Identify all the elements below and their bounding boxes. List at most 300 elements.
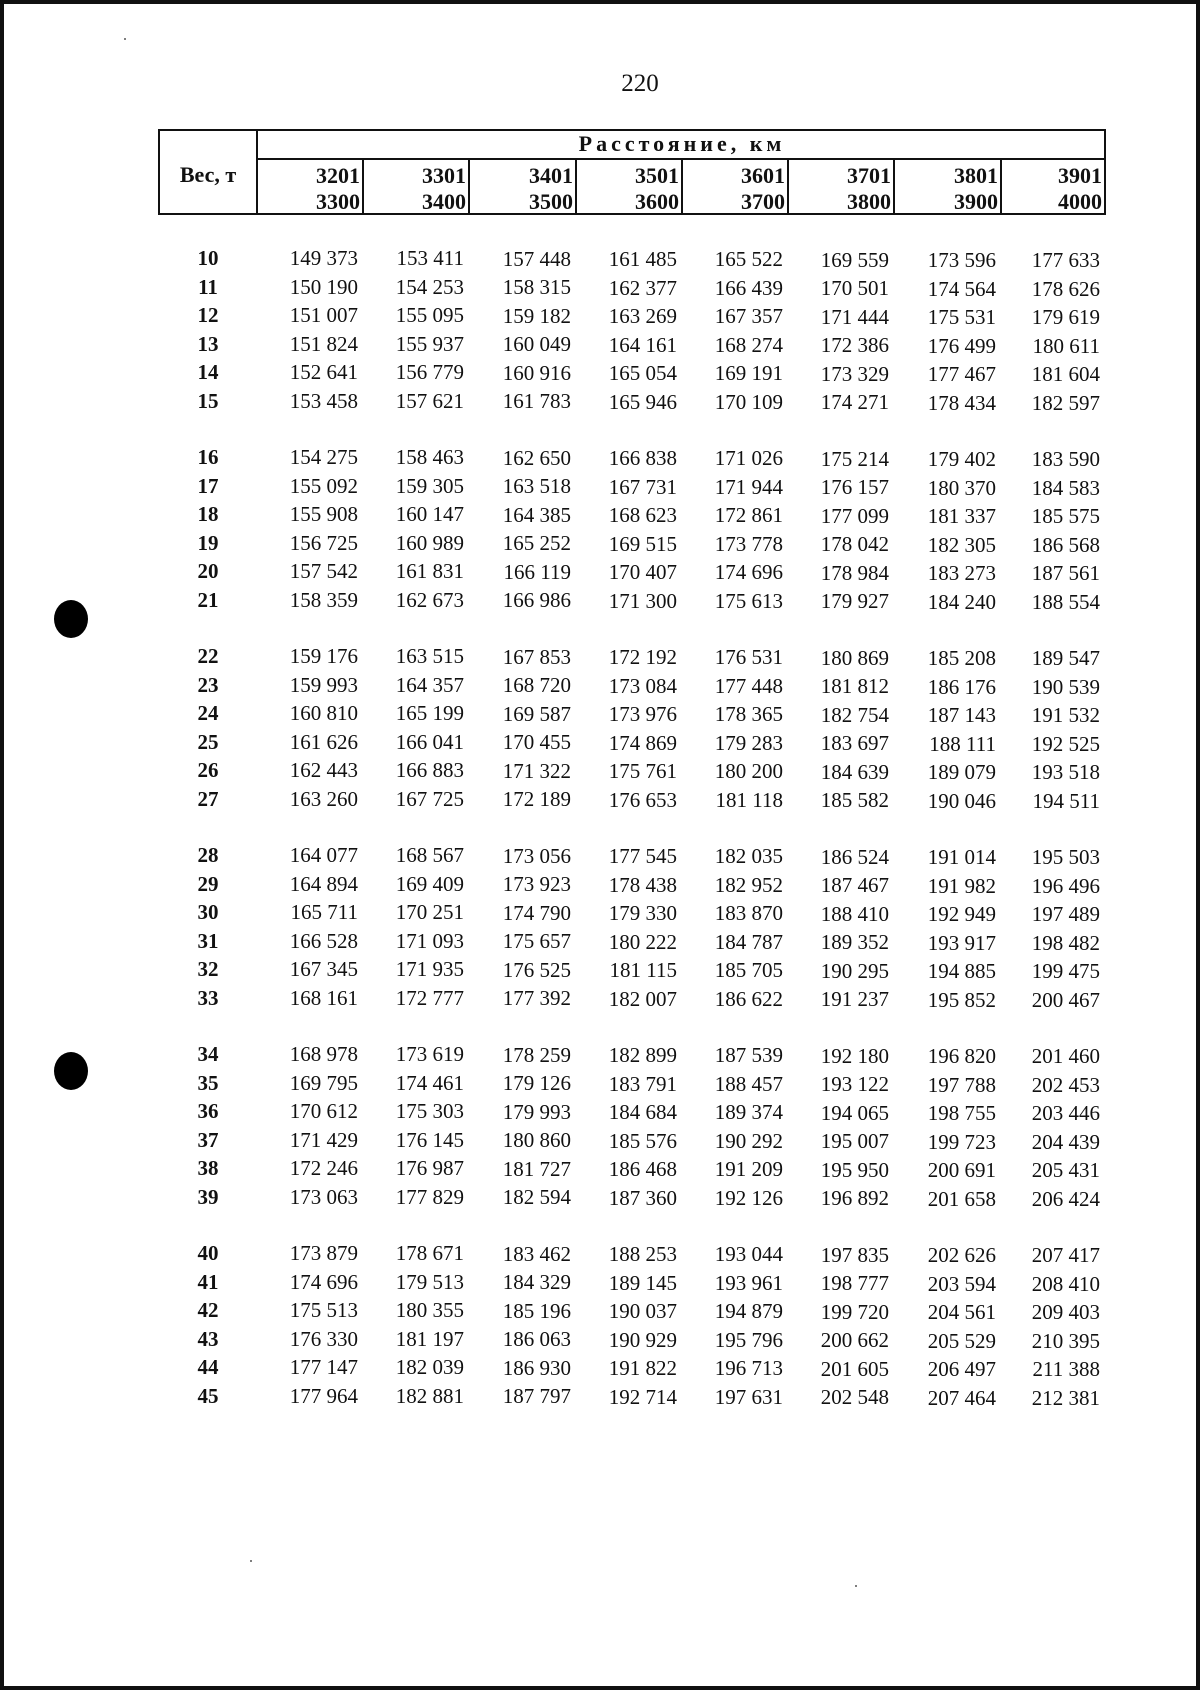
tariff-cell: 174 696 [714, 560, 783, 585]
tariff-cell: 158 463 [395, 445, 464, 470]
weight-value: 20 [197, 559, 219, 583]
tariff-cell: 159 182 [502, 303, 571, 328]
distance-header: Расстояние, км [578, 131, 786, 156]
tariff-cell: 192 180 [820, 1043, 889, 1068]
tariff-cell: 170 612 [289, 1099, 358, 1123]
tariff-cell: 171 429 [289, 1127, 358, 1152]
tariff-cell: 169 191 [714, 361, 783, 386]
tariff-cell: 177 633 [1031, 248, 1100, 273]
tariff-cell: 172 192 [608, 645, 677, 670]
tariff-cell: 173 329 [820, 361, 889, 386]
tariff-cell: 193 122 [820, 1072, 889, 1097]
tariff-cell: 185 582 [820, 788, 889, 813]
tariff-cell: 196 496 [1031, 873, 1100, 898]
distance-range-start: 3201 [316, 163, 360, 188]
tariff-cell: 195 503 [1031, 845, 1100, 870]
scan-speck [124, 38, 126, 40]
tariff-cell: 198 482 [1031, 930, 1100, 955]
distance-range-end: 3800 [847, 189, 891, 214]
tariff-cell: 169 559 [820, 247, 889, 272]
tariff-cell: 203 446 [1031, 1101, 1100, 1126]
tariff-cell: 208 410 [1031, 1271, 1100, 1296]
tariff-cell: 183 273 [927, 561, 996, 586]
weight-value: 11 [198, 274, 218, 299]
tariff-cell: 163 515 [395, 644, 464, 669]
tariff-cell: 169 587 [502, 701, 571, 726]
tariff-cell: 161 485 [608, 247, 677, 272]
tariff-cell: 179 993 [502, 1099, 571, 1124]
tariff-cell: 200 691 [927, 1158, 996, 1183]
tariff-cell: 172 189 [502, 787, 571, 812]
tariff-cell: 173 084 [608, 673, 677, 698]
tariff-cell: 168 161 [289, 985, 358, 1010]
tariff-cell: 182 039 [395, 1355, 464, 1380]
tariff-cell: 178 365 [714, 702, 783, 727]
tariff-cell: 160 147 [395, 502, 464, 527]
tariff-cell: 177 829 [395, 1184, 464, 1209]
tariff-cell: 192 126 [714, 1185, 783, 1210]
tariff-cell: 178 042 [820, 532, 889, 557]
tariff-cell: 190 292 [714, 1128, 783, 1153]
tariff-cell: 184 583 [1031, 475, 1100, 500]
tariff-cell: 182 754 [820, 702, 889, 727]
tariff-cell: 187 561 [1031, 561, 1100, 586]
distance-range-end: 3700 [741, 189, 785, 214]
scan-border-left [0, 0, 4, 1690]
tariff-cell: 180 200 [714, 759, 783, 784]
tariff-cell: 154 275 [289, 445, 358, 469]
tariff-cell: 192 714 [608, 1384, 677, 1409]
tariff-cell: 193 961 [714, 1270, 783, 1295]
weight-value: 32 [197, 957, 219, 981]
column-range-rule [787, 160, 789, 213]
distance-range-start: 3401 [529, 163, 573, 188]
tariff-cell: 191 014 [927, 845, 996, 870]
tariff-cell: 194 879 [714, 1299, 783, 1324]
weight-value: 13 [197, 331, 219, 356]
tariff-cell: 162 443 [289, 758, 358, 782]
tariff-cell: 155 937 [395, 331, 464, 356]
tariff-cell: 156 725 [289, 530, 358, 555]
tariff-cell: 168 978 [289, 1042, 358, 1066]
tariff-cell: 155 908 [289, 502, 358, 526]
tariff-cell: 196 820 [927, 1044, 996, 1069]
tariff-cell: 183 697 [820, 731, 889, 756]
tariff-cell: 206 424 [1031, 1186, 1100, 1211]
tariff-cell: 201 605 [820, 1356, 889, 1381]
weight-value: 26 [197, 758, 219, 782]
tariff-cell: 191 237 [820, 987, 889, 1012]
tariff-cell: 185 196 [502, 1298, 571, 1323]
distance-range-start: 3801 [954, 163, 998, 188]
tariff-cell: 189 079 [927, 760, 996, 785]
tariff-cell: 210 395 [1031, 1328, 1100, 1353]
distance-range-start: 3501 [635, 163, 679, 188]
tariff-cell: 191 209 [714, 1157, 783, 1182]
tariff-cell: 181 118 [715, 787, 783, 812]
tariff-cell: 177 392 [502, 986, 571, 1011]
tariff-cell: 202 548 [820, 1385, 889, 1410]
tariff-cell: 205 431 [1031, 1158, 1100, 1183]
tariff-cell: 164 385 [502, 502, 571, 527]
tariff-cell: 166 986 [502, 588, 571, 613]
tariff-cell: 179 619 [1031, 305, 1100, 330]
tariff-cell: 175 513 [289, 1298, 358, 1322]
tariff-cell: 157 621 [395, 388, 464, 413]
scan-border-top [0, 0, 1200, 4]
tariff-cell: 187 360 [608, 1185, 677, 1210]
tariff-cell: 179 330 [608, 901, 677, 926]
tariff-cell: 178 259 [502, 1042, 571, 1067]
tariff-cell: 195 852 [927, 987, 996, 1012]
tariff-cell: 175 214 [820, 446, 889, 471]
tariff-cell: 186 622 [714, 986, 783, 1011]
distance-range-end: 3600 [635, 189, 679, 214]
tariff-cell: 161 831 [395, 559, 464, 584]
tariff-cell: 176 330 [289, 1326, 358, 1351]
tariff-cell: 195 950 [820, 1157, 889, 1182]
tariff-cell: 158 359 [289, 587, 358, 612]
tariff-cell: 192 525 [1031, 731, 1100, 756]
tariff-cell: 183 590 [1031, 447, 1100, 472]
tariff-cell: 189 145 [608, 1270, 677, 1295]
tariff-cell: 190 295 [820, 958, 889, 983]
tariff-cell: 181 727 [502, 1156, 571, 1181]
tariff-cell: 155 092 [289, 473, 358, 498]
tariff-cell: 161 783 [502, 389, 571, 414]
tariff-cell: 176 157 [820, 475, 889, 500]
tariff-cell: 169 795 [289, 1070, 358, 1095]
weight-value: 35 [197, 1070, 219, 1095]
tariff-cell: 162 650 [502, 445, 571, 470]
tariff-cell: 184 787 [714, 929, 783, 954]
tariff-cell: 197 489 [1031, 902, 1100, 927]
tariff-cell: 197 835 [820, 1242, 889, 1267]
weight-value: 18 [197, 502, 219, 526]
tariff-cell: 176 987 [395, 1156, 464, 1181]
tariff-cell: 180 222 [608, 929, 677, 954]
weight-value: 19 [197, 530, 219, 555]
tariff-cell: 175 761 [608, 759, 677, 784]
weight-value: 24 [197, 701, 219, 725]
tariff-cell: 179 126 [502, 1071, 571, 1096]
tariff-cell: 170 455 [502, 730, 571, 755]
tariff-cell: 159 176 [289, 644, 358, 668]
tariff-cell: 182 007 [608, 986, 677, 1011]
tariff-cell: 183 870 [714, 901, 783, 926]
tariff-cell: 182 597 [1031, 390, 1100, 415]
tariff-cell: 165 054 [608, 361, 677, 386]
tariff-cell: 163 269 [608, 304, 677, 329]
tariff-cell: 166 439 [714, 275, 783, 300]
distance-range-start: 3701 [847, 163, 891, 188]
tariff-cell: 178 626 [1031, 276, 1100, 301]
tariff-cell: 161 626 [289, 729, 358, 754]
tariff-cell: 177 964 [289, 1383, 358, 1408]
tariff-cell: 182 035 [714, 844, 783, 869]
tariff-cell: 193 917 [927, 930, 996, 955]
tariff-cell: 180 611 [1032, 333, 1100, 358]
tariff-cell: 193 044 [714, 1242, 783, 1267]
tariff-cell: 150 190 [289, 274, 358, 299]
tariff-cell: 170 251 [395, 900, 464, 925]
tariff-cell: 168 720 [502, 673, 571, 698]
tariff-cell: 174 461 [395, 1070, 464, 1095]
tariff-cell: 165 199 [395, 701, 464, 726]
weight-value: 39 [197, 1184, 219, 1209]
tariff-cell: 166 119 [503, 559, 571, 584]
tariff-cell: 170 407 [608, 560, 677, 585]
distance-range-end: 3500 [529, 189, 573, 214]
weight-value: 10 [197, 246, 219, 270]
tariff-cell: 181 197 [395, 1326, 464, 1351]
tariff-cell: 190 929 [608, 1327, 677, 1352]
tariff-cell: 174 271 [820, 390, 889, 415]
weight-value: 41 [197, 1269, 219, 1294]
tariff-cell: 176 525 [502, 957, 571, 982]
tariff-cell: 177 147 [289, 1355, 358, 1379]
tariff-cell: 207 417 [1031, 1243, 1100, 1268]
weight-value: 14 [197, 360, 219, 384]
tariff-cell: 158 315 [502, 275, 571, 300]
tariff-cell: 177 099 [820, 503, 889, 528]
tariff-cell: 183 462 [502, 1241, 571, 1266]
column-range-rule [362, 160, 364, 213]
tariff-cell: 201 460 [1031, 1044, 1100, 1069]
tariff-cell: 180 355 [395, 1298, 464, 1323]
tariff-cell: 174 869 [608, 730, 677, 755]
tariff-cell: 171 026 [714, 446, 783, 471]
tariff-cell: 175 613 [714, 588, 783, 613]
tariff-cell: 190 539 [1031, 674, 1100, 699]
tariff-cell: 155 095 [395, 303, 464, 328]
tariff-cell: 168 623 [608, 503, 677, 528]
weight-value: 34 [197, 1042, 219, 1066]
tariff-cell: 182 594 [502, 1185, 571, 1210]
tariff-cell: 178 984 [820, 560, 889, 585]
tariff-cell: 153 411 [396, 246, 464, 271]
tariff-cell: 151 007 [289, 303, 358, 327]
tariff-cell: 187 467 [820, 873, 889, 898]
tariff-cell: 171 444 [820, 304, 889, 329]
distance-range-end: 3900 [954, 189, 998, 214]
tariff-cell: 203 594 [927, 1271, 996, 1296]
tariff-cell: 159 305 [395, 473, 464, 498]
weight-value: 21 [197, 587, 219, 612]
tariff-cell: 188 253 [608, 1242, 677, 1267]
tariff-cell: 173 976 [608, 702, 677, 727]
tariff-cell: 168 274 [714, 332, 783, 357]
tariff-cell: 166 528 [289, 928, 358, 953]
distance-range-end: 3300 [316, 189, 360, 214]
tariff-cell: 164 357 [395, 672, 464, 697]
weight-value: 22 [197, 644, 219, 668]
tariff-cell: 180 869 [820, 645, 889, 670]
tariff-cell: 164 077 [289, 843, 358, 867]
tariff-cell: 164 894 [289, 871, 358, 896]
tariff-cell: 174 564 [927, 276, 996, 301]
tariff-cell: 205 529 [927, 1328, 996, 1353]
tariff-cell: 149 373 [289, 246, 358, 270]
tariff-cell: 171 935 [395, 957, 464, 982]
tariff-cell: 187 143 [927, 703, 996, 728]
weight-value: 15 [197, 388, 219, 413]
tariff-cell: 153 458 [289, 388, 358, 413]
weight-value: 27 [197, 786, 219, 811]
tariff-cell: 167 357 [714, 304, 783, 329]
weight-value: 42 [197, 1298, 219, 1322]
distance-range-start: 3301 [422, 163, 466, 188]
tariff-cell: 187 539 [714, 1043, 783, 1068]
weight-value: 33 [197, 985, 219, 1010]
tariff-cell: 197 631 [714, 1384, 783, 1409]
tariff-cell: 160 989 [395, 530, 464, 555]
tariff-cell: 170 109 [714, 389, 783, 414]
tariff-cell: 166 041 [395, 729, 464, 754]
tariff-cell: 171 300 [608, 588, 677, 613]
tariff-cell: 181 337 [927, 504, 996, 529]
weight-value: 31 [197, 928, 219, 953]
tariff-cell: 167 345 [289, 957, 358, 981]
scan-speck [250, 1560, 252, 1562]
tariff-cell: 196 713 [714, 1356, 783, 1381]
tariff-cell: 165 711 [290, 900, 358, 924]
tariff-cell: 173 056 [502, 843, 571, 868]
tariff-cell: 201 658 [927, 1186, 996, 1211]
tariff-cell: 167 853 [502, 644, 571, 669]
tariff-cell: 179 283 [714, 730, 783, 755]
tariff-cell: 200 467 [1031, 987, 1100, 1012]
tariff-cell: 179 927 [820, 589, 889, 614]
tariff-cell: 194 511 [1032, 788, 1100, 813]
tariff-cell: 152 641 [289, 360, 358, 384]
weight-value: 37 [197, 1127, 219, 1152]
tariff-cell: 182 952 [714, 872, 783, 897]
tariff-cell: 181 812 [820, 674, 889, 699]
tariff-cell: 198 755 [927, 1101, 996, 1126]
tariff-cell: 199 720 [820, 1299, 889, 1324]
tariff-cell: 184 240 [927, 589, 996, 614]
tariff-cell: 206 497 [927, 1357, 996, 1382]
tariff-cell: 159 993 [289, 672, 358, 697]
tariff-cell: 178 438 [608, 872, 677, 897]
weight-value: 30 [197, 900, 219, 924]
tariff-cell: 186 063 [502, 1327, 571, 1352]
tariff-cell: 202 453 [1031, 1072, 1100, 1097]
tariff-cell: 186 568 [1031, 532, 1100, 557]
weight-value: 25 [197, 729, 219, 754]
tariff-cell: 177 467 [927, 362, 996, 387]
tariff-cell: 207 464 [927, 1385, 996, 1410]
tariff-cell: 184 639 [820, 759, 889, 784]
tariff-cell: 170 501 [820, 276, 889, 301]
tariff-cell: 173 063 [289, 1184, 358, 1209]
tariff-cell: 191 982 [927, 873, 996, 898]
weight-value: 29 [197, 871, 219, 896]
tariff-cell: 174 696 [289, 1269, 358, 1294]
tariff-cell: 198 777 [820, 1271, 889, 1296]
tariff-cell: 173 923 [502, 872, 571, 897]
tariff-cell: 199 723 [927, 1129, 996, 1154]
weight-value: 44 [197, 1355, 219, 1379]
tariff-cell: 166 838 [608, 446, 677, 471]
tariff-cell: 188 457 [714, 1071, 783, 1096]
tariff-cell: 171 322 [502, 758, 571, 783]
tariff-cell: 190 037 [608, 1299, 677, 1324]
distance-range-start: 3601 [741, 163, 785, 188]
tariff-cell: 164 161 [608, 332, 677, 357]
distance-range-end: 4000 [1058, 189, 1102, 214]
tariff-cell: 190 046 [927, 788, 996, 813]
distance-range-end: 3400 [422, 189, 466, 214]
tariff-cell: 202 626 [927, 1243, 996, 1268]
tariff-cell: 180 370 [927, 475, 996, 500]
tariff-cell: 160 810 [289, 701, 358, 725]
tariff-cell: 194 065 [820, 1100, 889, 1125]
tariff-cell: 182 881 [395, 1383, 464, 1408]
tariff-cell: 166 883 [395, 758, 464, 783]
tariff-cell: 185 575 [1031, 504, 1100, 529]
tariff-cell: 179 402 [927, 447, 996, 472]
tariff-cell: 167 731 [608, 474, 677, 499]
tariff-cell: 168 567 [395, 843, 464, 868]
tariff-cell: 176 653 [608, 787, 677, 812]
tariff-cell: 187 797 [502, 1384, 571, 1409]
weight-value: 45 [197, 1383, 219, 1408]
tariff-cell: 177 448 [714, 673, 783, 698]
tariff-cell: 157 542 [289, 559, 358, 583]
tariff-cell: 173 619 [395, 1042, 464, 1067]
tariff-cell: 209 403 [1031, 1300, 1100, 1325]
weight-value: 40 [197, 1241, 219, 1265]
tariff-cell: 211 388 [1032, 1357, 1100, 1382]
tariff-cell: 173 778 [714, 531, 783, 556]
column-range-rule [681, 160, 683, 213]
tariff-cell: 191 532 [1031, 703, 1100, 728]
weight-value: 16 [197, 445, 219, 469]
tariff-cell: 163 260 [289, 786, 358, 811]
tariff-cell: 172 386 [820, 333, 889, 358]
tariff-cell: 185 208 [927, 646, 996, 671]
tariff-cell: 175 303 [395, 1099, 464, 1124]
tariff-cell: 172 246 [289, 1156, 358, 1180]
weight-column-header: Вес, т [179, 162, 237, 187]
tariff-cell: 188 554 [1031, 589, 1100, 614]
tariff-cell: 162 377 [608, 275, 677, 300]
tariff-cell: 173 596 [927, 248, 996, 273]
tariff-cell: 175 531 [927, 305, 996, 330]
tariff-cell: 172 861 [714, 503, 783, 528]
weight-value: 36 [197, 1099, 219, 1123]
tariff-cell: 185 705 [714, 958, 783, 983]
tariff-cell: 154 253 [395, 274, 464, 299]
tariff-cell: 169 409 [395, 871, 464, 896]
scan-border-right [1196, 0, 1200, 1690]
tariff-cell: 188 111 [929, 731, 996, 756]
weight-value: 12 [197, 303, 219, 327]
column-range-rule [893, 160, 895, 213]
weight-value: 43 [197, 1326, 219, 1351]
punch-hole [54, 1052, 88, 1090]
tariff-cell: 182 899 [608, 1043, 677, 1068]
tariff-cell: 156 779 [395, 360, 464, 385]
tariff-cell: 172 777 [395, 985, 464, 1010]
tariff-cell: 186 524 [820, 844, 889, 869]
tariff-cell: 176 145 [395, 1127, 464, 1152]
tariff-cell: 165 522 [714, 247, 783, 272]
tariff-cell: 199 475 [1031, 959, 1100, 984]
tariff-cell: 183 791 [608, 1071, 677, 1096]
